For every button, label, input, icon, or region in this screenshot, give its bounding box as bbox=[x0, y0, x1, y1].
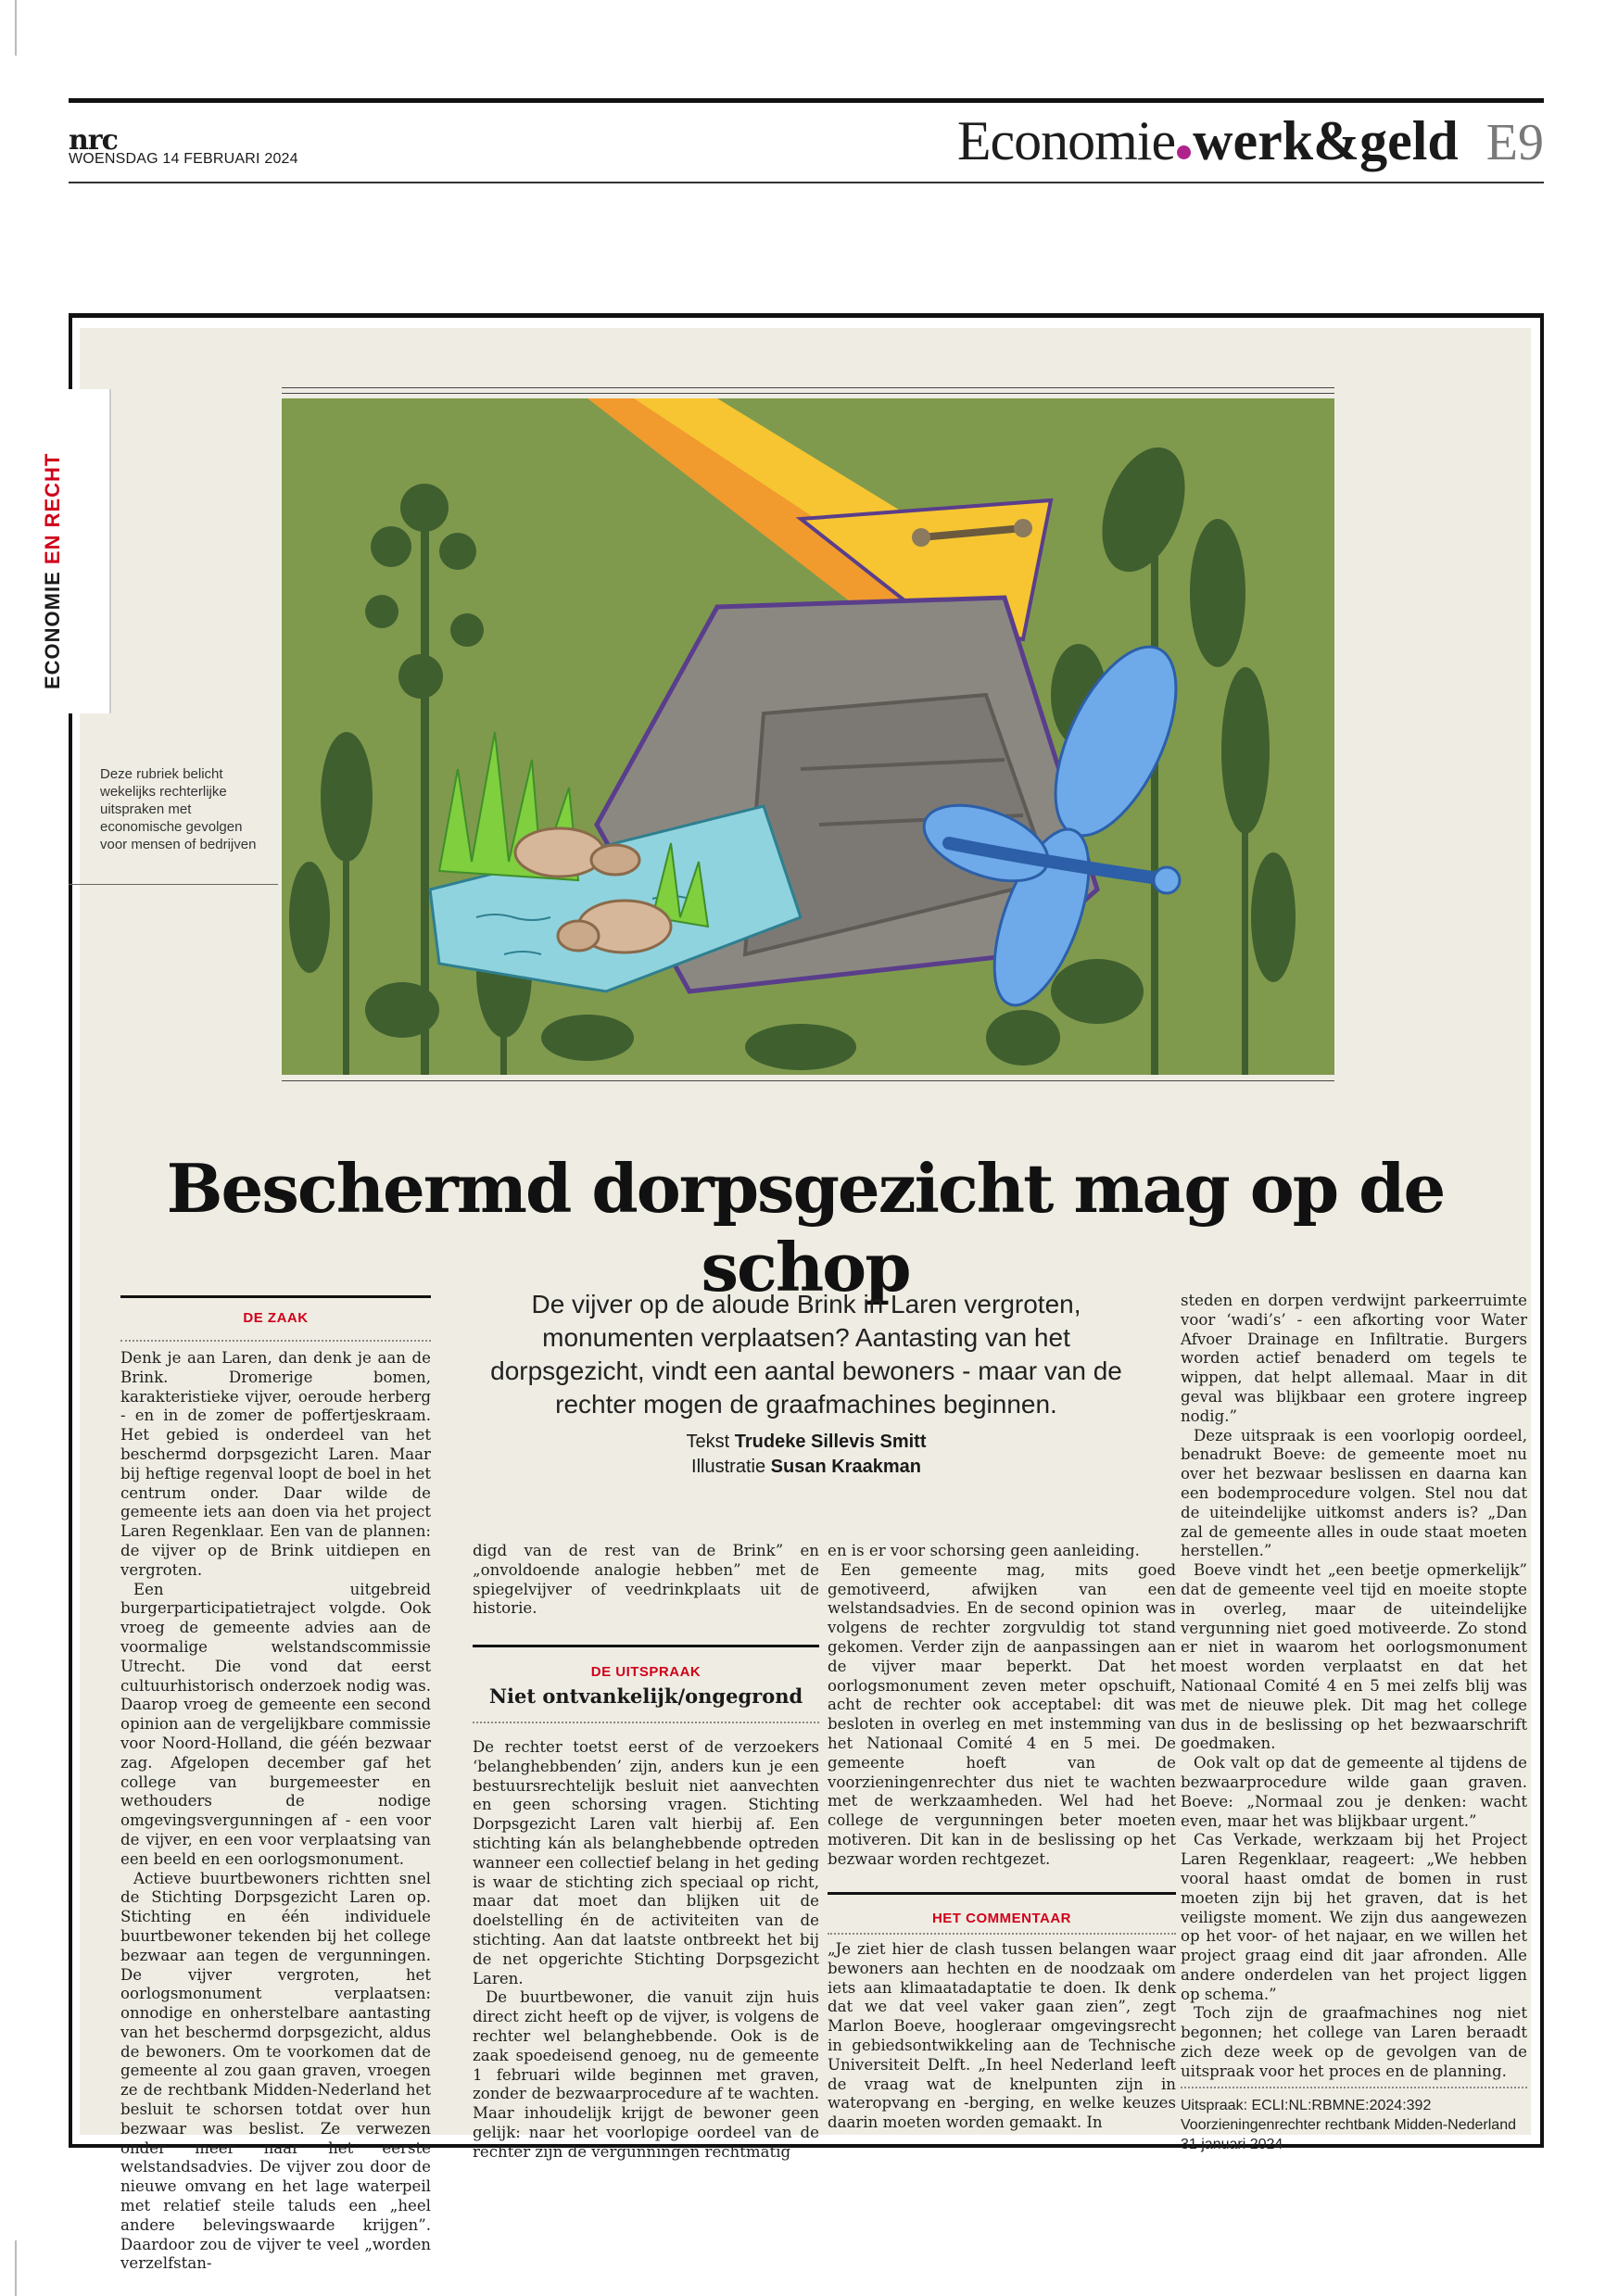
de-zaak-rule bbox=[120, 1295, 431, 1298]
page-number: E9 bbox=[1485, 114, 1544, 171]
commentaar-dotted-rule bbox=[828, 1933, 1176, 1935]
uitspraak-title: Niet ontvankelijk/ongegrond bbox=[488, 1684, 803, 1708]
nrc-logo: nrc bbox=[69, 124, 118, 157]
issue-date: WOENSDAG 14 FEBRUARI 2024 bbox=[69, 151, 298, 167]
illustration-rule-top-2 bbox=[282, 393, 1334, 394]
body-paragraph: Boeve vindt het „een beetje opmerkelijk” dat de gemeente veel tijd en moeite stopte in overleg, maar de uiteindelijke vergunning niet goed motiveerde. Zo stond er niet in waarom het oorlogsmonument moest worden verplaatst en dat het Nationaal Comité 4 en 5 mei zelfs blij was met de nieuwe plek. Dit mag het college dus in de beslissing op het bezwaarschrift goedmaken. bbox=[1181, 1561, 1527, 1753]
text-credit-author: Trudeke Sillevis Smitt bbox=[734, 1432, 927, 1452]
commentaar-rule bbox=[828, 1892, 1176, 1895]
body-paragraph: digd van de rest van de Brink” en „onvoldoende analogie hebben” met de spiegelvijver of veedrinkplaats uit de historie. bbox=[473, 1542, 819, 1618]
illustration-credit-author: Susan Kraakman bbox=[770, 1457, 921, 1477]
kicker-tab bbox=[69, 389, 111, 713]
body-paragraph: Deze uitspraak is een voorlopig oordeel, benadrukt Boeve: de gemeente moet nu over het bezwaar beslissen en daarna kan een bodemprocedure volgen. Stel nou dat de uiteindelijke uitkomst anders is? „Dan zal de gemeente alles in oude staat moeten herstellen.” bbox=[1181, 1426, 1527, 1560]
illustration-credit bbox=[482, 1455, 1131, 1480]
section-dot-icon bbox=[1177, 145, 1191, 159]
body-paragraph: Een gemeente mag, mits goed gemotiveerd, afwijken van een welstandsadvies. En de second opinion was volgens de rechter zorgvuldig tot stand gekomen. Verder zijn de aanpassingen aan de vijver maar beperkt. Dat het oorlogsmonument zeven meter opschuift, acht de rechter ook acceptabel: dit was besloten in overleg en met instemming van het Nationaal Comité 4 en 5 mei. De gemeente hoeft van de voorzieningenrechter dus niet te wachten met de werkzaamheden. Wel had het college de vergunningen beter moeten motiveren. Dit kan in de beslissing op het bezwaar worden rechtgezet. bbox=[828, 1560, 1176, 1868]
uitspraak-dotted-rule bbox=[473, 1722, 819, 1723]
article-headline: Beschermd dorpsgezicht mag op de schop bbox=[166, 1149, 1445, 1306]
body-paragraph: steden en dorpen verdwijnt parkeerruimte voor ‘wadi’s’ - een afkorting voor Water Afvoer Drainage en Infiltratie. Burgers worden actief benaderd om tegels te wippen, dat helpt allemaal. Maar in dit geval was blijkbaar een grotere ingreep nodig.” bbox=[1181, 1292, 1527, 1425]
body-paragraph: en is er voor schorsing geen aanleiding. bbox=[828, 1542, 1140, 1559]
hydraulic-pin-2 bbox=[1014, 519, 1032, 537]
column-4 bbox=[1181, 1292, 1527, 2082]
body-paragraph: Cas Verkade, werkzaam bij het Project Laren Regenklaar, reageert: „We hebben vooral haast omdat de bomen in rust moeten zijn bij het graven, dat is het veiligste moment. We zijn dus aangewezen op het voor- of het najaar, en we willen het project graag eind dit jaar afronden. Alle andere onderdelen van het project liggen op schema.” bbox=[1181, 1831, 1527, 2003]
body-paragraph: Toch zijn de graafmachines nog niet begonnen; het college van Laren beraadt zich deze week op de gevolgen van de uitspraak voor het proces en de planning. bbox=[1181, 2004, 1527, 2080]
de-zaak-paragraph: Een uitgebreid burgerparticipatietraject volgde. Ook vroeg de gemeente advies aan de voormalige welstandscommissie Utrecht. Die vond dat eerst cultuurhistorisch onderzoek nodig was. Daarop vroeg de gemeente een second opinion aan de vergelijkbare commissie voor Noord-Holland, die géén bezwaar zag. Afgelopen december gaf het college van burgemeester en wethouders de nodige omgevingsvergunningen af - een voor de vijver, en een voor verplaatsing van een beeld en een oorlogsmonument. bbox=[120, 1580, 431, 1868]
stone-2 bbox=[591, 845, 639, 875]
article-lede: De vijver op de aloude Brink in Laren vergroten, monumenten verplaatsen? Aantasting van het dorpsgezicht, vindt een aantal bewoners - maar van de rechter mogen de graafmachines beginnen. bbox=[490, 1290, 1122, 1419]
de-zaak-paragraph: Denk je aan Laren, dan denk je aan de Brink. Dromerige bomen, karakteristieke vijver, oeroude herberg - en in de zomer de poffertjeskraam. Het gebied is onderdeel van het beschermd dorpsgezicht Laren. Maar bij heftige regenval loopt de boel in het centrum onder. Daar wilde de gemeente iets aan doen via het project Laren Regenklaar. Een van de plannen: de vijver op de Brink uitdiepen en vergroten. bbox=[120, 1349, 431, 1579]
de-zaak-paragraph: Actieve buurtbewoners richtten snel de Stichting Dorpsgezicht Laren op. Stichting en één individuele buurtbewoner tekenden bij het college bezwaar aan tegen de vergunningen. De vijver vergroten, het oorlogsmonument verplaatsen: onnodige en onherstelbare aantasting van het beschermd dorpsgezicht, aldus de bewoners. Om te voorkomen dat de gemeente al zou gaan graven, vroegen ze de rechtbank Midden-Nederland het besluit te schorsen totdat over hun bezwaar was beslist. Ze verwezen onder meer naar het eerste welstandsadvies. De vijver zou door de nieuwe omvang en het lage waterpeil met relatief steile taluds een „heel andere belevingswaarde krijgen”. Daardoor zou de vijver te veel „worden verzelfstan- bbox=[120, 1869, 431, 2273]
uitspraak-column bbox=[473, 1738, 819, 2163]
de-zaak-column bbox=[120, 1349, 431, 2274]
article-credits bbox=[482, 1430, 1131, 1480]
uitspraak-paragraph: De buurtbewoner, die vanuit zijn huis direct zicht heeft op de vijver, is volgens de rechter wel belanghebbende. Ook is de zaak spoedeisend genoeg, nu de gemeente 1 februari wilde beginnen met graven, zonder de bezwaarprocedure af te wachten. Maar inhoudelijk krijgt de bewoner geen gelijk: naar het voorlopige oordeel van de rechter zijn de vergunningen rechtmatig bbox=[473, 1988, 819, 2161]
commentaar-paragraph: „Je ziet hier de clash tussen belangen waar bewoners aan hechten en de noodzaak om iets aan klimaatadaptatie te doen. Ik denk dat we dat veel vaker gaan zien”, zegt Marlon Boeve, hoogleraar omgevingsrecht in gebiedsontwikkeling aan de Technische Universiteit Delft. „In heel Nederland leeft de vraag wat de knelpunten zijn in wateropvang en -berging, en welke keuzes daarin moeten worden gemaakt. In bbox=[828, 1940, 1176, 2132]
section-title bbox=[957, 109, 1544, 173]
masthead-bottom-rule bbox=[69, 182, 1544, 183]
section-name-bold: werk&geld bbox=[1193, 110, 1459, 171]
section-name bbox=[957, 109, 1459, 173]
de-zaak-dotted-rule bbox=[120, 1340, 431, 1342]
stone-4 bbox=[558, 921, 599, 951]
text-credit bbox=[482, 1430, 1131, 1455]
section-name-light: Economie bbox=[956, 110, 1176, 171]
ruling-source: Uitspraak: ECLI:NL:RBMNE:2024:392 Voorzieningenrechter rechtbank Midden-Nederland 31 januari 2024 bbox=[1181, 2098, 1516, 2152]
rubric-rule bbox=[69, 884, 278, 885]
masthead-top-rule bbox=[69, 98, 1544, 103]
body-paragraph: Ook valt op dat de gemeente al tijdens de bezwaarprocedure wilde gaan graven. Boeve: „Normaal zou je denken: wacht even, maar het was blijkbaar urgent.” bbox=[1181, 1754, 1527, 1830]
rubric-kicker bbox=[41, 453, 65, 689]
margin-mark-bottom bbox=[15, 2240, 17, 2296]
text-credit-label: Tekst bbox=[686, 1432, 730, 1452]
rubric-description: Deze rubriek belicht wekelijks rechterlijke uitspraken met economische gevolgen voor mensen of bedrijven bbox=[100, 766, 257, 852]
commentaar-column bbox=[828, 1940, 1176, 2133]
uitspraak-label: DE UITSPRAAK bbox=[590, 1664, 702, 1680]
column-3-continuation bbox=[828, 1542, 1176, 1870]
source-dotted-rule bbox=[1181, 2087, 1527, 2088]
uitspraak-rule bbox=[473, 1645, 819, 1647]
illustration-credit-label: Illustratie bbox=[691, 1457, 766, 1477]
illustration-rule-top bbox=[282, 387, 1334, 388]
excavator-bucket-pond-illustration bbox=[282, 398, 1334, 1075]
kicker-part-2: EN RECHT bbox=[41, 452, 64, 565]
kicker-part-1: ECONOMIE bbox=[41, 564, 64, 689]
column-2-continuation bbox=[473, 1542, 819, 1619]
de-zaak-label: DE ZAAK bbox=[243, 1310, 309, 1326]
stone bbox=[515, 828, 604, 877]
margin-mark-top bbox=[15, 0, 17, 56]
hydraulic-pin bbox=[912, 528, 930, 547]
commentaar-label: HET COMMENTAAR bbox=[931, 1911, 1072, 1926]
uitspraak-paragraph: De rechter toetst eerst of de verzoekers ‘belanghebbenden’ zijn, anders kun je een bestuursrechtelijk besluit niet aanvechten en geen schorsing vragen. Stichting Dorpsgezicht Laren valt hierbij af. Een stichting kán als belanghebbende optreden wanneer een collectief belang in het geding is waar de stichting zich speciaal op richt, maar dat moet dan blijken uit de doelstelling én de activiteiten van de stichting. Aan dat laatste ontbreekt het bij de net opgerichte Stichting Dorpsgezicht Laren. bbox=[473, 1738, 819, 1987]
illustration-rule-bottom bbox=[282, 1080, 1334, 1081]
